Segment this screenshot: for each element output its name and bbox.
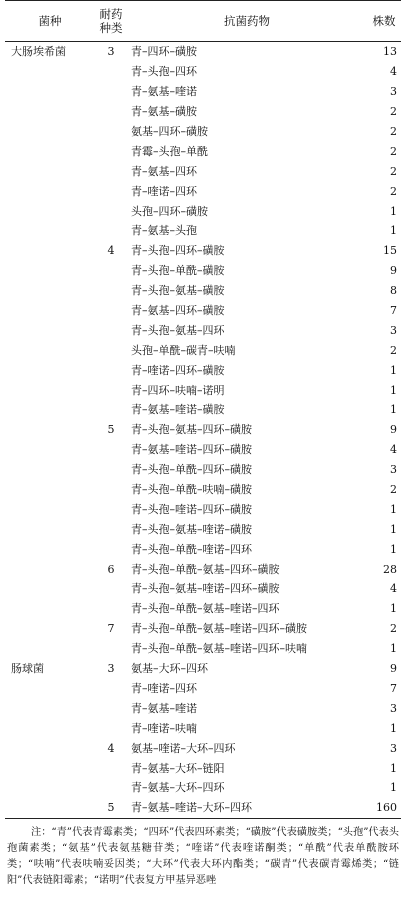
table-row — [5, 102, 401, 122]
table-row — [5, 679, 401, 699]
header-resistance-types — [95, 1, 127, 42]
bacteria-cell — [5, 480, 95, 500]
resistance-count-cell: 6 — [107, 562, 115, 576]
drug-combination-cell: 氨基–喹诺–大环–四环 — [131, 741, 236, 755]
drug-combination-cell: 青–氨基–四环 — [131, 164, 197, 178]
strain-count-cell: 28 — [383, 562, 397, 576]
bacteria-cell — [5, 340, 95, 360]
bacteria-cell — [5, 460, 95, 480]
table-row — [5, 261, 401, 281]
drug-combination-cell: 头孢–四环–磺胺 — [131, 204, 208, 218]
bacteria-cell — [5, 639, 95, 659]
table-row — [5, 778, 401, 798]
resistance-count-cell — [95, 679, 127, 699]
drug-combination-cell: 青–喹诺–呋喃 — [131, 721, 197, 735]
drug-combination-cell: 青–头孢–单酰–氨基–喹诺–四环–磺胺 — [131, 622, 307, 636]
drug-combination-cell: 青–氨基–四环–磺胺 — [131, 304, 225, 318]
bacteria-cell — [5, 579, 95, 599]
resistance-count-cell: 4 — [107, 244, 115, 258]
table-row — [5, 738, 401, 758]
drug-combination-cell: 青–头孢–单酰–氨基–四环–磺胺 — [131, 562, 280, 576]
drug-combination-cell: 青–头孢–氨基–四环–磺胺 — [131, 423, 252, 437]
table-row — [5, 62, 401, 82]
bacteria-cell — [5, 221, 95, 241]
bacteria-cell — [5, 758, 95, 778]
resistance-count-cell — [95, 161, 127, 181]
strain-count-cell: 2 — [390, 144, 397, 158]
resistance-count-cell — [95, 639, 127, 659]
drug-combination-cell: 青–头孢–单酰–呋喃–磺胺 — [131, 483, 252, 497]
bacteria-cell — [5, 320, 95, 340]
drug-combination-cell: 青–氨基–大环–四环 — [131, 781, 225, 795]
resistance-count-cell — [95, 301, 127, 321]
strain-count-cell: 1 — [390, 363, 397, 377]
resistance-count-cell: 3 — [107, 45, 115, 59]
drug-combination-cell: 青–头孢–四环–磺胺 — [131, 244, 225, 258]
bacteria-cell — [5, 539, 95, 559]
drug-combination-cell: 青–氨基–喹诺–四环–磺胺 — [131, 443, 252, 457]
table-row — [5, 141, 401, 161]
drug-combination-cell: 头孢–单酰–碳青–呋喃 — [131, 343, 236, 357]
resistance-count-cell: 5 — [107, 423, 115, 437]
table-row — [5, 460, 401, 480]
strain-count-cell: 2 — [390, 164, 397, 178]
resistance-count-cell — [95, 440, 127, 460]
strain-count-cell: 7 — [390, 681, 397, 695]
resistance-count-cell — [95, 340, 127, 360]
bacteria-cell — [5, 380, 95, 400]
drug-combination-cell: 青–四环–磺胺 — [131, 45, 197, 59]
drug-combination-cell: 青–头孢–单酰–磺胺 — [131, 264, 225, 278]
table-row — [5, 221, 401, 241]
bacteria-cell: 大肠埃希菌 — [11, 45, 66, 59]
table-row — [5, 380, 401, 400]
drug-combination-cell: 青–头孢–单酰–氨基–喹诺–四环–呋喃 — [131, 642, 307, 656]
strain-count-cell: 1 — [390, 602, 397, 616]
drug-combination-cell: 青–头孢–四环 — [131, 65, 197, 79]
bacteria-cell — [5, 519, 95, 539]
table-row — [5, 42, 401, 62]
strain-count-cell: 9 — [390, 264, 397, 278]
bacteria-cell: 肠球菌 — [11, 662, 44, 676]
table-row — [5, 659, 401, 679]
bacteria-cell — [5, 201, 95, 221]
resistance-count-cell — [95, 360, 127, 380]
table-row — [5, 360, 401, 380]
drug-combination-cell: 青–氨基–喹诺 — [131, 701, 197, 715]
strain-count-cell: 1 — [390, 204, 397, 218]
table-row — [5, 579, 401, 599]
strain-count-cell: 1 — [390, 383, 397, 397]
resistance-count-cell — [95, 519, 127, 539]
drug-combination-cell: 氨基–四环–磺胺 — [131, 125, 208, 138]
drug-combination-cell: 青–头孢–单酰–四环–磺胺 — [131, 463, 252, 477]
strain-count-cell: 9 — [390, 423, 397, 437]
table-row — [5, 82, 401, 102]
bacteria-cell — [5, 679, 95, 699]
drug-combination-cell: 青–氨基–磺胺 — [131, 105, 197, 119]
table-row — [5, 758, 401, 778]
bacteria-cell — [5, 161, 95, 181]
resistance-count-cell — [95, 778, 127, 798]
strain-count-cell: 8 — [390, 284, 397, 298]
table-row — [5, 241, 401, 261]
drug-combination-cell: 青–氨基–喹诺 — [131, 85, 197, 99]
resistance-count-cell: 3 — [107, 662, 115, 676]
bacteria-cell — [5, 122, 95, 142]
table-row — [5, 122, 401, 142]
strain-count-cell: 1 — [390, 542, 397, 556]
resistance-count-cell — [95, 141, 127, 161]
bacteria-cell — [5, 798, 95, 818]
resistance-count-cell: 4 — [107, 741, 115, 755]
resistance-count-cell — [95, 261, 127, 281]
drug-combination-cell: 青–氨基–头孢 — [131, 224, 197, 238]
resistance-count-cell — [95, 281, 127, 301]
resistance-count-cell — [95, 181, 127, 201]
table-row — [5, 301, 401, 321]
bacteria-cell — [5, 102, 95, 122]
table-footnote: 注：“青”代表青霉素类；“四环”代表四环素类；“磺胺”代表磺胺类；“头孢”代表头孢菌素类；“氨基”代表氨基糖苷类；“喹诺”代表喹诺酮类；“单酰”代表单酰胺环类；“呋喃”代表呋喃妥因类；“大环”代表大环内酯类；“碳青”代表碳青霉烯类；“链阳”代表链阳霉素；“诺明”代表复方甲基异恶唑 — [7, 826, 399, 886]
table-header-row — [5, 1, 401, 42]
resistance-count-cell — [95, 102, 127, 122]
strain-count-cell: 3 — [390, 701, 397, 715]
resistance-count-cell — [95, 718, 127, 738]
table-row — [5, 281, 401, 301]
strain-count-cell: 3 — [390, 741, 397, 755]
table-row — [5, 499, 401, 519]
bacteria-cell — [5, 619, 95, 639]
resistance-count-cell — [95, 539, 127, 559]
table-row — [5, 539, 401, 559]
resistance-count-cell — [95, 82, 127, 102]
strain-count-cell: 1 — [390, 781, 397, 795]
bacteria-cell — [5, 261, 95, 281]
bacteria-cell — [5, 301, 95, 321]
bacteria-cell — [5, 62, 95, 82]
resistance-count-cell: 5 — [95, 798, 127, 818]
strain-count-cell: 160 — [367, 798, 401, 818]
drug-combination-cell: 青–氨基–大环–链阳 — [131, 761, 225, 775]
resistance-count-cell: 7 — [107, 622, 115, 636]
resistance-count-cell — [95, 480, 127, 500]
bacteria-cell — [5, 420, 95, 440]
drug-combination-cell: 青–头孢–氨基–喹诺–磺胺 — [131, 522, 252, 536]
resistance-count-cell — [95, 201, 127, 221]
drug-combination-cell: 青–头孢–氨基–喹诺–四环–磺胺 — [131, 582, 280, 596]
strain-count-cell: 1 — [390, 522, 397, 536]
strain-count-cell: 3 — [390, 85, 397, 99]
table-row — [5, 599, 401, 619]
bacteria-cell — [5, 778, 95, 798]
resistance-count-cell — [95, 320, 127, 340]
drug-combination-cell: 青–头孢–氨基–四环 — [131, 323, 225, 337]
bacteria-cell — [5, 718, 95, 738]
strain-count-cell: 1 — [390, 502, 397, 516]
header-resistance-line2: 种类 — [99, 21, 123, 35]
bacteria-cell — [5, 241, 95, 261]
table-row — [5, 181, 401, 201]
strain-count-cell: 13 — [383, 45, 397, 59]
drug-combination-cell: 青–喹诺–四环–磺胺 — [131, 363, 225, 377]
table-row — [5, 559, 401, 579]
table-row — [5, 698, 401, 718]
table-row — [5, 798, 401, 818]
strain-count-cell: 2 — [390, 343, 397, 357]
strain-count-cell: 9 — [390, 662, 397, 676]
bacteria-cell — [5, 360, 95, 380]
strain-count-cell: 2 — [390, 622, 397, 636]
resistance-count-cell — [95, 499, 127, 519]
drug-combination-cell: 青–喹诺–四环 — [131, 681, 197, 695]
table-row — [5, 420, 401, 440]
strain-count-cell: 1 — [390, 761, 397, 775]
bacteria-cell — [5, 141, 95, 161]
drug-combination-cell: 青–四环–呋喃–诺明 — [131, 383, 225, 397]
header-count: 株数 — [367, 1, 401, 42]
drug-combination-cell: 青霉–头孢–单酰 — [131, 144, 208, 158]
drug-combination-cell: 青–氨基–喹诺–磺胺 — [131, 403, 225, 417]
strain-count-cell: 4 — [390, 443, 397, 457]
resistance-count-cell — [95, 698, 127, 718]
drug-combination-cell: 青–头孢–单酰–喹诺–四环 — [131, 542, 252, 556]
resistance-count-cell — [95, 62, 127, 82]
table-body — [5, 42, 401, 819]
table-row — [5, 201, 401, 221]
table-row — [5, 400, 401, 420]
bacteria-cell — [5, 499, 95, 519]
drug-combination-cell: 氨基–大环–四环 — [131, 662, 208, 676]
strain-count-cell: 3 — [390, 323, 397, 337]
strain-count-cell: 2 — [390, 125, 397, 138]
table-row — [5, 440, 401, 460]
table-row — [5, 619, 401, 639]
strain-count-cell: 4 — [390, 582, 397, 596]
resistance-count-cell — [95, 599, 127, 619]
bacteria-cell — [5, 281, 95, 301]
bacteria-cell — [5, 738, 95, 758]
drug-combination-cell: 青–氨基–喹诺–大环–四环 — [127, 798, 367, 818]
table-row — [5, 161, 401, 181]
strain-count-cell: 2 — [390, 184, 397, 198]
resistance-count-cell — [95, 758, 127, 778]
strain-count-cell: 15 — [383, 244, 397, 258]
bacteria-cell — [5, 181, 95, 201]
resistance-count-cell — [95, 460, 127, 480]
strain-count-cell: 1 — [390, 224, 397, 238]
strain-count-cell: 1 — [390, 721, 397, 735]
resistance-count-cell — [95, 380, 127, 400]
table-row — [5, 320, 401, 340]
table-row — [5, 639, 401, 659]
resistance-count-cell — [95, 221, 127, 241]
bacteria-cell — [5, 82, 95, 102]
strain-count-cell: 1 — [390, 642, 397, 656]
table-row — [5, 718, 401, 738]
bacteria-cell — [5, 599, 95, 619]
drug-combination-cell: 青–头孢–氨基–磺胺 — [131, 284, 225, 298]
resistance-count-cell — [95, 400, 127, 420]
header-resistance-line1: 耐药 — [99, 7, 123, 21]
resistance-count-cell — [95, 579, 127, 599]
strain-count-cell: 3 — [390, 463, 397, 477]
bacteria-cell — [5, 698, 95, 718]
header-bacteria: 菌种 — [5, 1, 95, 42]
strain-count-cell: 4 — [390, 65, 397, 79]
strain-count-cell: 2 — [390, 105, 397, 119]
bacteria-cell — [5, 400, 95, 420]
table-row — [5, 519, 401, 539]
table-row — [5, 480, 401, 500]
strain-count-cell: 2 — [390, 483, 397, 497]
drug-combination-cell: 青–喹诺–四环 — [131, 184, 197, 198]
strain-count-cell: 1 — [390, 403, 397, 417]
resistance-table — [5, 0, 401, 819]
table-row — [5, 340, 401, 360]
bacteria-cell — [5, 559, 95, 579]
drug-combination-cell: 青–头孢–单酰–氨基–喹诺–四环 — [131, 602, 280, 616]
bacteria-cell — [5, 440, 95, 460]
drug-combination-cell: 青–头孢–喹诺–四环–磺胺 — [131, 502, 252, 516]
resistance-count-cell — [95, 122, 127, 142]
header-drugs: 抗菌药物 — [127, 1, 367, 42]
strain-count-cell: 7 — [390, 304, 397, 318]
